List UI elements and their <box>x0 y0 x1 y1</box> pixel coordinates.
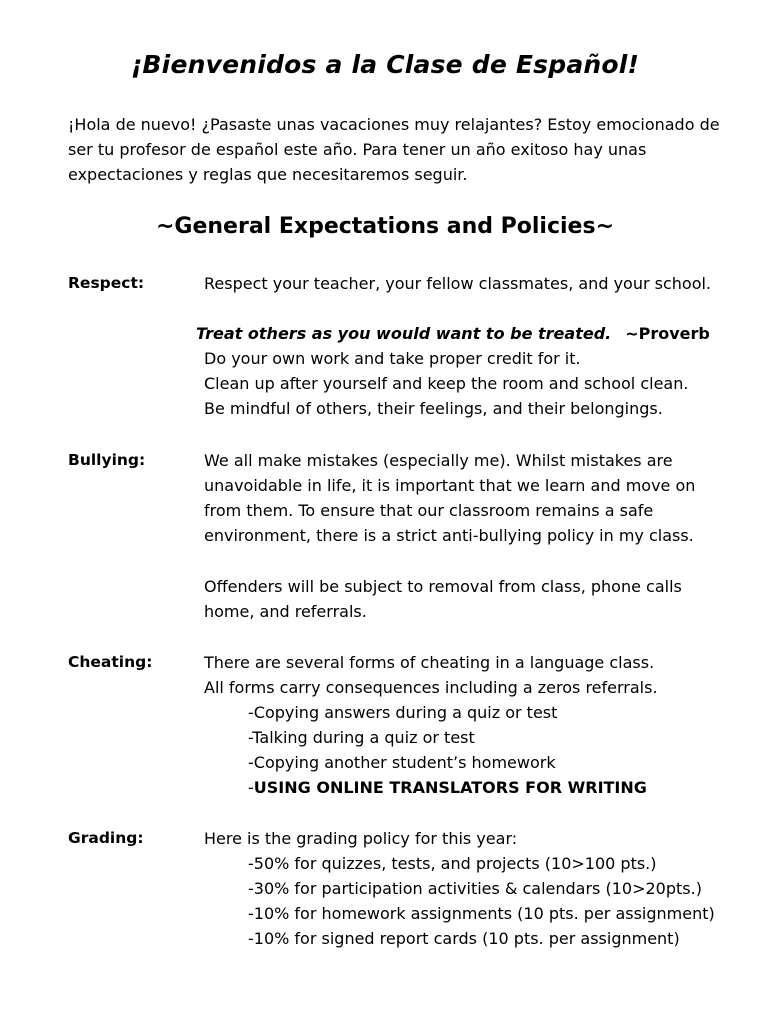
grading-item: -50% for quizzes, tests, and projects (10>100 pts.) <box>248 854 657 873</box>
proverb-source: ~Proverb <box>625 324 710 343</box>
bullying-line: home, and referrals. <box>204 602 367 621</box>
intro-line: ¡Hola de nuevo! ¿Pasaste unas vacaciones muy relajantes? Estoy emocionado de <box>68 115 720 134</box>
proverb <box>196 324 710 343</box>
bullying-line: from them. To ensure that our classroom remains a safe <box>204 501 654 520</box>
respect-item: Do your own work and take proper credit for it. <box>204 349 581 368</box>
cheating-item: -Copying another student’s homework <box>248 753 556 772</box>
respect-line: Respect your teacher, your fellow classmates, and your school. <box>204 274 712 293</box>
grading-line: Here is the grading policy for this year: <box>204 829 518 848</box>
proverb-text: Treat others as you would want to be treated. <box>196 324 612 343</box>
grading-label: Grading: <box>68 829 144 847</box>
section-heading: ~General Expectations and Policies~ <box>155 214 615 239</box>
bullying-line: We all make mistakes (especially me). Whilst mistakes are <box>204 451 673 470</box>
grading-item: -10% for signed report cards (10 pts. per assignment) <box>248 929 680 948</box>
cheating-label: Cheating: <box>68 653 153 671</box>
grading-item: -10% for homework assignments (10 pts. per assignment) <box>248 904 715 923</box>
bullying-label: Bullying: <box>68 451 146 469</box>
bullying-line: Offenders will be subject to removal from class, phone calls <box>204 577 682 596</box>
cheating-item-prefix: - <box>248 778 254 797</box>
cheating-line: There are several forms of cheating in a language class. <box>204 653 655 672</box>
intro-line: expectaciones y reglas que necesitaremos seguir. <box>68 165 468 185</box>
cheating-item <box>248 778 647 797</box>
intro-paragraph <box>68 112 738 188</box>
cheating-item-translators: USING ONLINE TRANSLATORS FOR WRITING <box>253 778 647 797</box>
cheating-item: -Talking during a quiz or test <box>248 728 475 747</box>
respect-item: Clean up after yourself and keep the room and school clean. <box>204 374 689 393</box>
respect-label: Respect: <box>68 274 145 292</box>
cheating-line: All forms carry consequences including a zeros referrals. <box>204 678 658 697</box>
bullying-line: environment, there is a strict anti-bullying policy in my class. <box>204 526 694 545</box>
bullying-line: unavoidable in life, it is important that we learn and move on <box>204 476 696 495</box>
cheating-item: -Copying answers during a quiz or test <box>248 703 558 722</box>
grading-item: -30% for participation activities & calendars (10>20pts.) <box>248 879 702 898</box>
respect-item: Be mindful of others, their feelings, and their belongings. <box>204 399 663 418</box>
page-title: ¡Bienvenidos a la Clase de Español! <box>130 50 640 79</box>
intro-line: ser tu profesor de español este año. Para tener un año exitoso hay unas <box>68 140 647 160</box>
